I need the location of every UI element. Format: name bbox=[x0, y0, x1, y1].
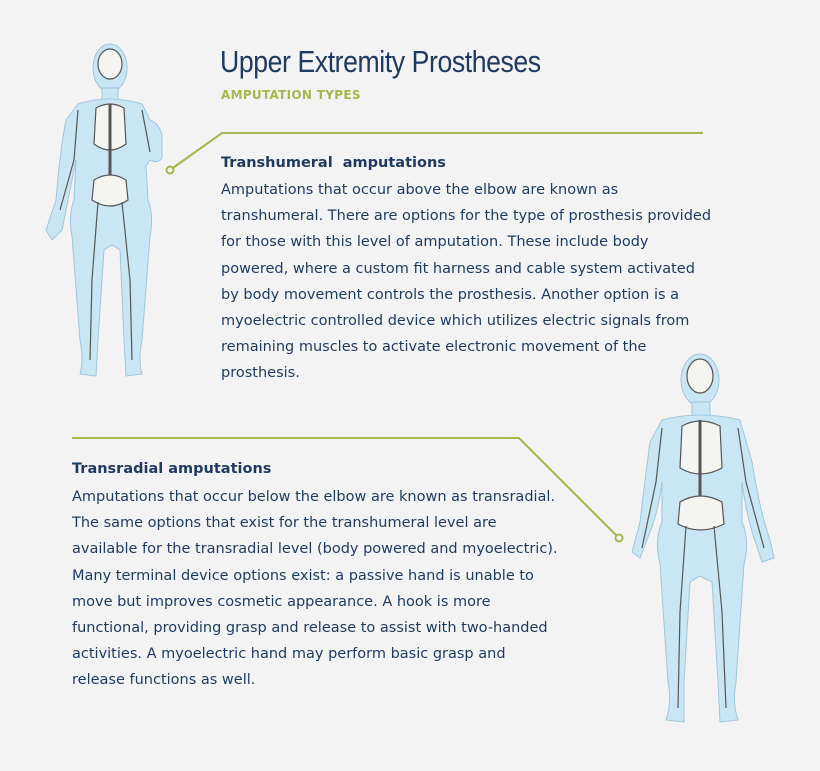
transradial-connector-dot bbox=[616, 535, 623, 542]
page-subtitle: AMPUTATION TYPES bbox=[221, 88, 361, 102]
transhumeral-heading: Transhumeral amputations bbox=[221, 155, 446, 171]
skeleton-figure-transradial bbox=[632, 352, 782, 732]
body-silhouette bbox=[46, 44, 162, 376]
transhumeral-body: Amputations that occur above the elbow are known as transhumeral. There are options for the type of prosthesis provided for those with this level of amputation. These include body powered, where a custom fit harness and cable system activated by body movement controls the prosthesis. Another option is a myoelectric controlled device which utilizes electric signals from remaining muscles to activate electronic movement of the prosthesis. bbox=[221, 182, 712, 382]
transradial-heading: Transradial amputations bbox=[72, 461, 272, 477]
body-silhouette bbox=[632, 354, 774, 722]
transradial-body: Amputations that occur below the elbow are known as transradial. The same options that exist for the transhumeral level are available for the transradial level (body powered and myoelectric). Many terminal device options exist: a passive hand is unable to move but improves cosmetic appearance. A hook is more functional, providing grasp and release to assist with two-handed activities. A myoelectric hand may perform basic grasp and release functions as well. bbox=[72, 489, 558, 689]
skeleton-figure-transhumeral bbox=[38, 40, 178, 385]
page-title: Upper Extremity Prostheses bbox=[220, 44, 541, 79]
